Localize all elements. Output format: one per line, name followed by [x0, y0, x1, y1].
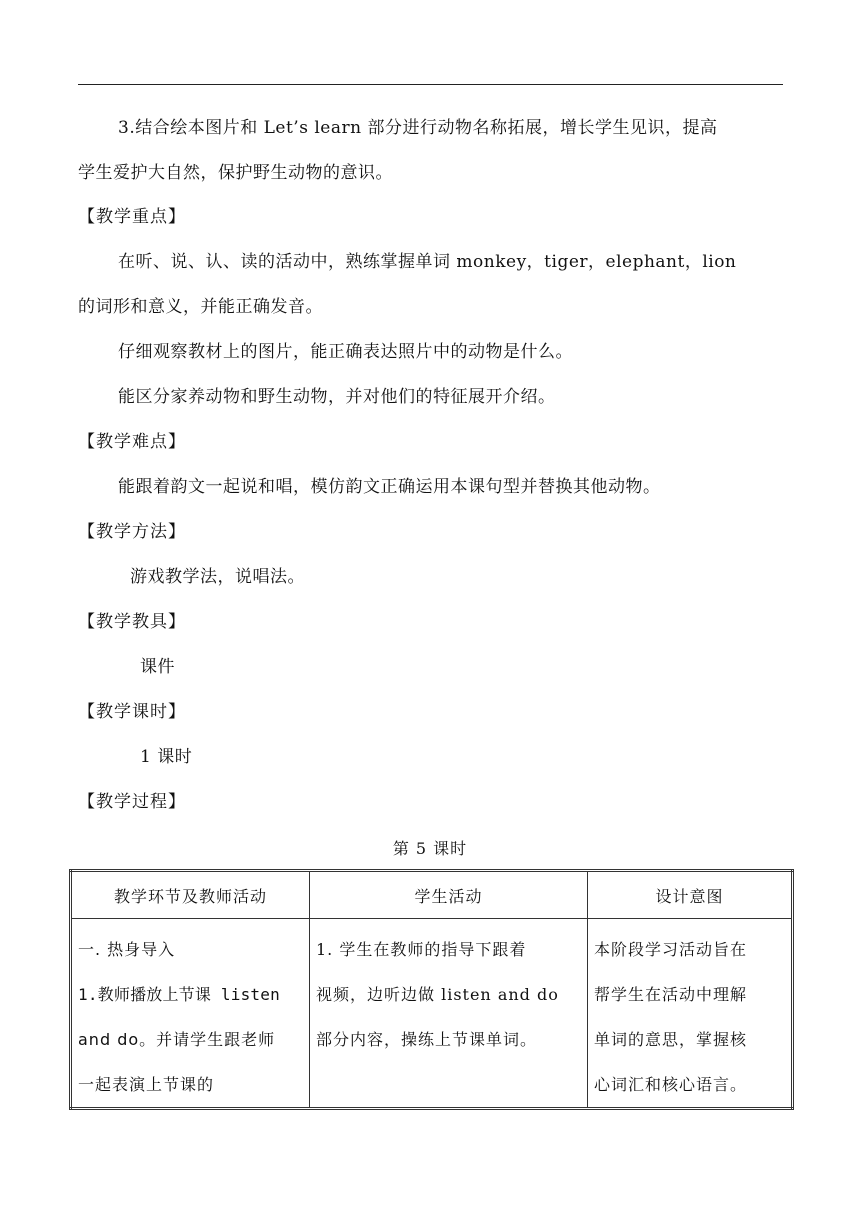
- design-intent-line: 心词汇和核心语言。: [594, 1075, 748, 1094]
- key-points-line-3: 仔细观察教材上的图片，能正确表达照片中的动物是什么。: [118, 342, 573, 362]
- table-caption: 第 5 课时: [392, 839, 468, 858]
- teacher-activity-line: and do。并请学生跟老师: [78, 1030, 276, 1049]
- student-activity-cell: [310, 919, 588, 1109]
- lesson-table: [69, 869, 794, 1110]
- tools-heading: 【教学教具】: [78, 612, 186, 632]
- header-design-intent: 设计意图: [588, 871, 793, 919]
- goal-3-line-1: 3.结合绘本图片和 Let’s learn 部分进行动物名称拓展，增长学生见识，提高: [118, 118, 718, 138]
- design-intent-line: 单词的意思，掌握核: [594, 1030, 748, 1049]
- key-points-line-4: 能区分家养动物和野生动物，并对他们的特征展开介绍。: [118, 387, 556, 407]
- teacher-activity-cell: [71, 919, 310, 1109]
- header-rule: [78, 84, 783, 85]
- table-row: [71, 919, 793, 1109]
- goal-3-line-2: 学生爱护大自然，保护野生动物的意识。: [78, 163, 393, 183]
- difficult-points-heading: 【教学难点】: [78, 432, 186, 452]
- header-student-activity: 学生活动: [310, 871, 588, 919]
- teacher-activity-line: 一起表演上节课的: [78, 1075, 215, 1094]
- key-points-heading: 【教学重点】: [78, 207, 186, 227]
- process-heading: 【教学过程】: [78, 792, 186, 812]
- methods-line-1: 游戏教学法，说唱法。: [130, 567, 305, 587]
- class-hours-heading: 【教学课时】: [78, 702, 186, 722]
- student-activity-line: 1. 学生在教师的指导下跟着: [316, 940, 527, 959]
- class-hours-line-1: 1 课时: [140, 747, 193, 767]
- design-intent-cell: [588, 919, 793, 1109]
- design-intent-line: 帮学生在活动中理解: [594, 985, 748, 1004]
- teacher-activity-line: 1.教师播放上节课 listen: [78, 985, 280, 1004]
- table-header-row: [71, 871, 793, 919]
- header-teacher-activity: 教学环节及教师活动: [71, 871, 310, 919]
- key-points-line-1: 在听、说、认、读的活动中，熟练掌握单词 monkey，tiger，elephant，lion: [118, 252, 737, 272]
- teacher-activity-line: 一. 热身导入: [78, 940, 176, 959]
- student-activity-line: 部分内容，操练上节课单词。: [316, 1030, 538, 1049]
- methods-heading: 【教学方法】: [78, 522, 186, 542]
- difficult-points-line-1: 能跟着韵文一起说和唱，模仿韵文正确运用本课句型并替换其他动物。: [118, 477, 661, 497]
- student-activity-line: 视频，边听边做 listen and do: [316, 985, 559, 1004]
- key-points-line-2: 的词形和意义，并能正确发音。: [78, 297, 323, 317]
- design-intent-line: 本阶段学习活动旨在: [594, 940, 748, 959]
- tools-line-1: 课件: [140, 657, 175, 677]
